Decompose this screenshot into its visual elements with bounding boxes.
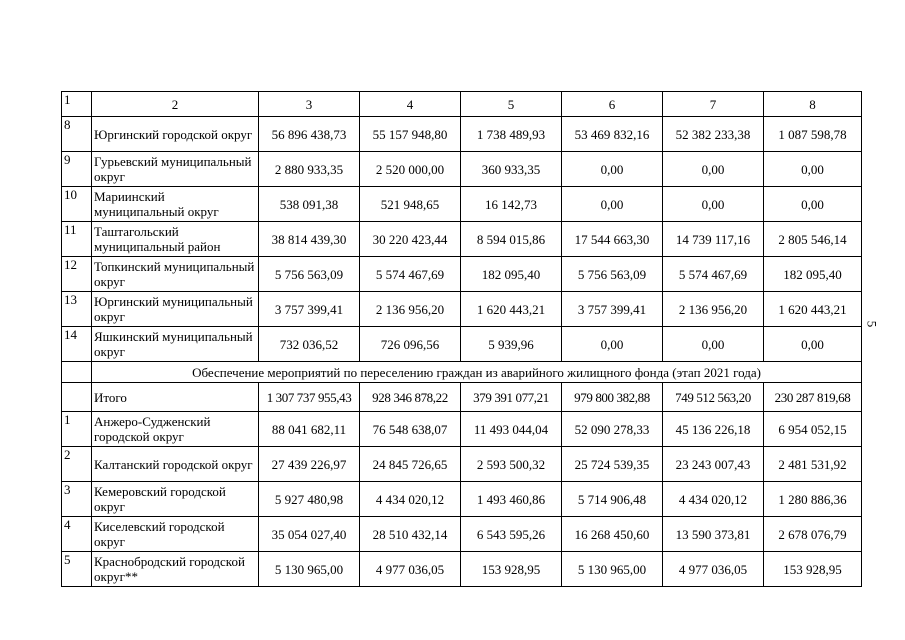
- row-name: Кемеровский городской округ: [92, 482, 259, 517]
- value-cell: 17 544 663,30: [562, 222, 663, 257]
- table-row: [62, 152, 862, 187]
- page-number: 5: [864, 320, 880, 328]
- total-row: [62, 383, 862, 412]
- row-name: Мариинский муниципальный округ: [92, 187, 259, 222]
- total-value: 749 512 563,20: [663, 383, 764, 412]
- value-cell: 153 928,95: [764, 552, 862, 587]
- table-row: [62, 327, 862, 362]
- value-cell: 30 220 423,44: [360, 222, 461, 257]
- value-cell: 5 574 467,69: [360, 257, 461, 292]
- row-number: 11: [62, 222, 92, 257]
- value-cell: 28 510 432,14: [360, 517, 461, 552]
- value-cell: 0,00: [562, 327, 663, 362]
- row-number: 13: [62, 292, 92, 327]
- value-cell: 24 845 726,65: [360, 447, 461, 482]
- table-row: [62, 292, 862, 327]
- row-name: Таштагольский муниципальный район: [92, 222, 259, 257]
- value-cell: 35 054 027,40: [259, 517, 360, 552]
- row-name: Юргинский городской округ: [92, 117, 259, 152]
- row-name: Гурьевский муниципальный округ: [92, 152, 259, 187]
- header-cell: 2: [92, 92, 259, 117]
- value-cell: 5 714 906,48: [562, 482, 663, 517]
- value-cell: 538 091,38: [259, 187, 360, 222]
- value-cell: 2 678 076,79: [764, 517, 862, 552]
- total-value: 1 307 737 955,43: [259, 383, 360, 412]
- row-number: 12: [62, 257, 92, 292]
- total-value: 230 287 819,68: [764, 383, 862, 412]
- value-cell: 6 543 595,26: [461, 517, 562, 552]
- value-cell: 0,00: [663, 152, 764, 187]
- value-cell: 56 896 438,73: [259, 117, 360, 152]
- header-row: [62, 92, 862, 117]
- value-cell: 521 948,65: [360, 187, 461, 222]
- header-cell: 3: [259, 92, 360, 117]
- row-number: 9: [62, 152, 92, 187]
- row-name: Анжеро-Судженский городской округ: [92, 412, 259, 447]
- value-cell: 360 933,35: [461, 152, 562, 187]
- value-cell: 38 814 439,30: [259, 222, 360, 257]
- table-row: [62, 257, 862, 292]
- row-name: Киселевский городской округ: [92, 517, 259, 552]
- value-cell: 76 548 638,07: [360, 412, 461, 447]
- row-number: 3: [62, 482, 92, 517]
- row-number: 10: [62, 187, 92, 222]
- value-cell: 55 157 948,80: [360, 117, 461, 152]
- header-cell: 1: [62, 92, 92, 117]
- row-number: 8: [62, 117, 92, 152]
- row-name: Топкинский муниципальный округ: [92, 257, 259, 292]
- value-cell: 5 756 563,09: [562, 257, 663, 292]
- value-cell: 1 087 598,78: [764, 117, 862, 152]
- table-row: [62, 412, 862, 447]
- value-cell: 182 095,40: [461, 257, 562, 292]
- section-row: [62, 362, 862, 383]
- row-number: 2: [62, 447, 92, 482]
- value-cell: 4 977 036,05: [360, 552, 461, 587]
- header-cell: 4: [360, 92, 461, 117]
- value-cell: 16 268 450,60: [562, 517, 663, 552]
- value-cell: 1 738 489,93: [461, 117, 562, 152]
- row-name: Краснобродский городской округ**: [92, 552, 259, 587]
- value-cell: 1 620 443,21: [764, 292, 862, 327]
- value-cell: 16 142,73: [461, 187, 562, 222]
- value-cell: 8 594 015,86: [461, 222, 562, 257]
- value-cell: 6 954 052,15: [764, 412, 862, 447]
- total-value: 928 346 878,22: [360, 383, 461, 412]
- value-cell: 3 757 399,41: [562, 292, 663, 327]
- value-cell: 732 036,52: [259, 327, 360, 362]
- value-cell: 153 928,95: [461, 552, 562, 587]
- data-table: [61, 91, 862, 587]
- value-cell: 3 757 399,41: [259, 292, 360, 327]
- total-value: 979 800 382,88: [562, 383, 663, 412]
- value-cell: 53 469 832,16: [562, 117, 663, 152]
- value-cell: 726 096,56: [360, 327, 461, 362]
- total-label: Итого: [92, 383, 259, 412]
- value-cell: 0,00: [663, 187, 764, 222]
- table-row: [62, 117, 862, 152]
- row-number: 4: [62, 517, 92, 552]
- value-cell: 0,00: [764, 152, 862, 187]
- row-number: [62, 383, 92, 412]
- row-name: Яшкинский муниципальный округ: [92, 327, 259, 362]
- value-cell: 2 481 531,92: [764, 447, 862, 482]
- value-cell: 182 095,40: [764, 257, 862, 292]
- value-cell: 1 620 443,21: [461, 292, 562, 327]
- value-cell: 4 434 020,12: [360, 482, 461, 517]
- row-number: 5: [62, 552, 92, 587]
- value-cell: 5 756 563,09: [259, 257, 360, 292]
- value-cell: 2 593 500,32: [461, 447, 562, 482]
- value-cell: 2 136 956,20: [663, 292, 764, 327]
- value-cell: 88 041 682,11: [259, 412, 360, 447]
- value-cell: 14 739 117,16: [663, 222, 764, 257]
- table-row: [62, 222, 862, 257]
- header-cell: 8: [764, 92, 862, 117]
- value-cell: 5 130 965,00: [259, 552, 360, 587]
- section-title: Обеспечение мероприятий по переселению граждан из аварийного жилищного фонда (этап 2021 года): [92, 362, 862, 383]
- value-cell: 27 439 226,97: [259, 447, 360, 482]
- header-cell: 5: [461, 92, 562, 117]
- row-name: Юргинский муниципальный округ: [92, 292, 259, 327]
- value-cell: 2 880 933,35: [259, 152, 360, 187]
- value-cell: 1 493 460,86: [461, 482, 562, 517]
- table-row: [62, 447, 862, 482]
- value-cell: 52 090 278,33: [562, 412, 663, 447]
- value-cell: 5 939,96: [461, 327, 562, 362]
- value-cell: 25 724 539,35: [562, 447, 663, 482]
- value-cell: 1 280 886,36: [764, 482, 862, 517]
- header-cell: 6: [562, 92, 663, 117]
- value-cell: 45 136 226,18: [663, 412, 764, 447]
- value-cell: 2 136 956,20: [360, 292, 461, 327]
- value-cell: 4 434 020,12: [663, 482, 764, 517]
- row-number: 1: [62, 412, 92, 447]
- value-cell: 4 977 036,05: [663, 552, 764, 587]
- value-cell: 0,00: [764, 187, 862, 222]
- table-row: [62, 552, 862, 587]
- value-cell: 0,00: [562, 187, 663, 222]
- value-cell: 5 927 480,98: [259, 482, 360, 517]
- value-cell: 2 805 546,14: [764, 222, 862, 257]
- section-spacer: [62, 362, 92, 383]
- value-cell: 52 382 233,38: [663, 117, 764, 152]
- value-cell: 5 574 467,69: [663, 257, 764, 292]
- total-value: 379 391 077,21: [461, 383, 562, 412]
- value-cell: 0,00: [764, 327, 862, 362]
- value-cell: 0,00: [663, 327, 764, 362]
- header-cell: 7: [663, 92, 764, 117]
- value-cell: 0,00: [562, 152, 663, 187]
- row-name: Калтанский городской округ: [92, 447, 259, 482]
- value-cell: 5 130 965,00: [562, 552, 663, 587]
- value-cell: 11 493 044,04: [461, 412, 562, 447]
- value-cell: 23 243 007,43: [663, 447, 764, 482]
- table-row: [62, 517, 862, 552]
- value-cell: 13 590 373,81: [663, 517, 764, 552]
- table-row: [62, 187, 862, 222]
- table-row: [62, 482, 862, 517]
- row-number: 14: [62, 327, 92, 362]
- value-cell: 2 520 000,00: [360, 152, 461, 187]
